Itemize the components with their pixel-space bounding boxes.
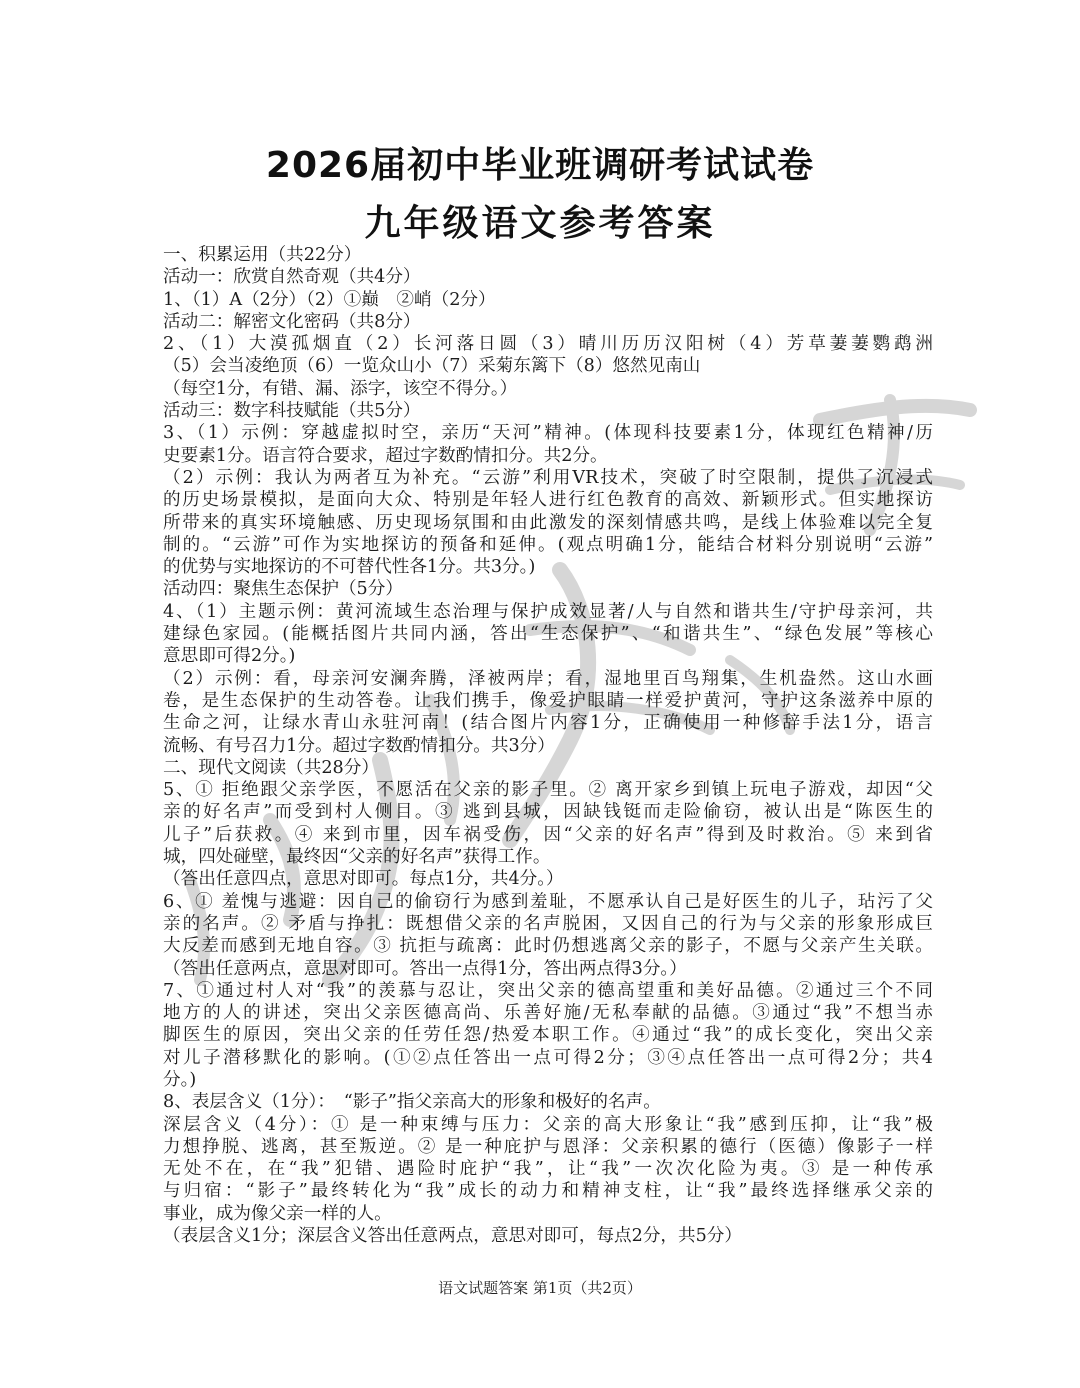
answer-line: 4、（1）主题示例：黄河流域生态治理与保护成效显著/人与自然和谐共生/守护母亲河，共 bbox=[163, 601, 933, 622]
answer-line: 制的。“云游”可作为实地探访的预备和延伸。(观点明确1分，能结合材料分别说明“云游” bbox=[163, 534, 933, 555]
page-footer: 语文试题答案 第1页（共2页） bbox=[438, 1279, 642, 1297]
answer-line: 地方的人的讲述，突出父亲医德高尚、乐善好施/无私奉献的品德。③通过“我”不想当赤 bbox=[163, 1003, 933, 1024]
activity-heading: 活动一：欣赏自然奇观（共4分） bbox=[163, 267, 421, 288]
answer-line: 深层含义（4分）：① 是一种束缚与压力：父亲的高大形象让“我”感到压抑，让“我”极 bbox=[163, 1114, 933, 1135]
answer-line: 脚医生的原因，突出父亲的任劳任怨/热爱本职工作。④通过“我”的成长变化，突出父亲 bbox=[163, 1025, 933, 1046]
answer-line: 对儿子潜移默化的影响。(①②点任答出一点可得2分；③④点任答出一点可得2分；共4 bbox=[163, 1047, 933, 1068]
answer-line: 与归宿：“影子”最终转化为“我”成长的动力和精神支柱，让“我”最终选择继承父亲的 bbox=[163, 1181, 933, 1202]
answer-line: 事业，成为像父亲一样的人。 bbox=[163, 1203, 392, 1224]
scoring-note: （表层含义1分；深层含义答出任意两点，意思对即可，每点2分，共5分） bbox=[163, 1226, 742, 1247]
answer-line: 城，四处碰壁，最终因“父亲的好名声”获得工作。 bbox=[163, 847, 551, 868]
scoring-note: （答出任意两点，意思对即可。答出一点得1分，答出两点得3分。） bbox=[163, 958, 687, 979]
scoring-note: （答出任意四点，意思对即可。每点1分，共4分。） bbox=[163, 869, 564, 890]
answer-line: （2）示例：看，母亲河安澜奔腾，泽被两岸；看，湿地里百鸟翔集，生机盎然。这山水画 bbox=[163, 668, 933, 689]
answer-line: 流畅、有号召力1分。超过字数酌情扣分。共3分） bbox=[163, 735, 555, 756]
answer-line: 的历史场景模拟，是面向大众、特别是年轻人进行红色教育的高效、新颖形式。但实地探访 bbox=[163, 490, 933, 511]
answer-line: 2、（1）大漠孤烟直（2）长河落日圆（3）晴川历历汉阳树（4）芳草萋萋鹦鹉洲 bbox=[163, 334, 933, 355]
answer-line: 力想挣脱、逃离，甚至叛逆。② 是一种庇护与恩泽：父亲积累的德行（医德）像影子一样 bbox=[163, 1136, 933, 1157]
answer-line: 5、① 拒绝跟父亲学医，不愿活在父亲的影子里。② 离开家乡到镇上玩电子游戏，却因“父 bbox=[163, 780, 933, 801]
answer-line: 3、（1）示例：穿越虚拟时空，亲历“天河”精神。(体现科技要素1分，体现红色精神/历 bbox=[163, 423, 933, 444]
answer-line: 7、①通过村人对“我”的羡慕与忍让，突出父亲的德高望重和美好品德。②通过三个不同 bbox=[163, 980, 933, 1001]
answer-line: 的优势与实地探访的不可替代性各1分。共3分。) bbox=[163, 557, 536, 578]
answer-line: 亲的好名声”而受到村人侧目。③ 逃到县城，因缺钱铤而走险偷窃，被认出是“陈医生的 bbox=[163, 802, 933, 823]
answer-line: 史要素1分。语言符合要求，超过字数酌情扣分。共2分。 bbox=[163, 445, 608, 466]
answer-line: （2）示例：我认为两者互为补充。“云游”利用VR技术，突破了时空限制，提供了沉浸式 bbox=[163, 467, 933, 488]
section-heading: 一、积累运用（共22分） bbox=[163, 245, 362, 265]
document-subtitle: 九年级语文参考答案 bbox=[364, 203, 716, 244]
answer-line: 意思即可得2分。) bbox=[163, 646, 296, 667]
answer-line: 大反差而感到无地自容。③ 抗拒与疏离：此时仍想逃离父亲的影子，不愿与父亲产生关联。 bbox=[163, 936, 933, 957]
activity-heading: 活动四：聚焦生态保护（5分） bbox=[163, 579, 403, 600]
answer-line: 无处不在，在“我”犯错、遇险时庇护“我”，让“我”一次次化险为夷。③ 是一种传承 bbox=[163, 1159, 933, 1180]
answer-line: 儿子”后获救。④ 来到市里，因车祸受伤，因“父亲的好名声”得到及时救治。⑤ 来到省 bbox=[163, 824, 933, 845]
document-title: 2026届初中毕业班调研考试试卷 bbox=[265, 145, 815, 186]
answer-line: 所带来的真实环境触感、历史现场氛围和由此激发的深刻情感共鸣，是线上体验难以完全复 bbox=[163, 512, 933, 533]
answer-line: 6、① 羞愧与逃避：因自己的偷窃行为感到羞耻，不愿承认自己是好医生的儿子，玷污了父 bbox=[163, 891, 933, 912]
activity-heading: 活动二：解密文化密码（共8分） bbox=[163, 311, 421, 332]
answer-body bbox=[163, 244, 933, 1247]
answer-line: 建绿色家园。(能概括图片共同内涵，答出“生态保护”、“和谐共生”、“绿色发展”等核心 bbox=[163, 624, 933, 645]
section-heading: 二、现代文阅读（共28分） bbox=[163, 757, 379, 778]
answer-line: 分。) bbox=[163, 1069, 197, 1090]
answer-line: 1、（1）A（2分）（2）①巅 ②峭（2分） bbox=[163, 289, 496, 310]
scoring-note: （每空1分，有错、漏、添字，该空不得分。） bbox=[163, 378, 518, 399]
activity-heading: 活动三：数字科技赋能（共5分） bbox=[163, 401, 421, 422]
answer-line: 卷，是生态保护的生动答卷。让我们携手，像爱护眼睛一样爱护黄河，守护这条滋养中原的 bbox=[163, 690, 933, 711]
answer-line: 生命之河，让绿水青山永驻河南！(结合图片内容1分，正确使用一种修辞手法1分，语言 bbox=[163, 713, 933, 734]
answer-line: 亲的名声。② 矛盾与挣扎：既想借父亲的名声脱困，又因自己的行为与父亲的形象形成巨 bbox=[163, 913, 933, 934]
answer-line: （5）会当凌绝顶（6）一览众山小（7）采菊东篱下（8）悠然见南山 bbox=[163, 356, 701, 377]
answer-line: 8、表层含义（1分）： “影子”指父亲高大的形象和极好的名声。 bbox=[163, 1092, 661, 1113]
